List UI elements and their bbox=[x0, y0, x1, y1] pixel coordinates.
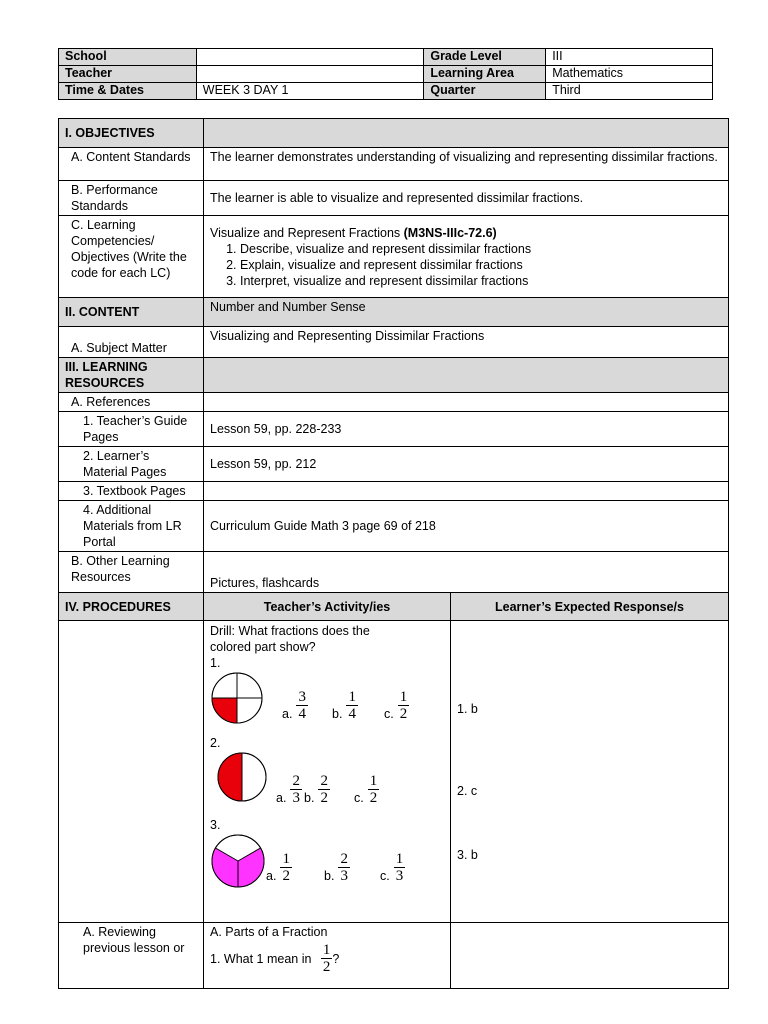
denominator: 3 bbox=[395, 868, 404, 884]
competencies-intro-text: Visualize and Represent Fractions bbox=[210, 225, 404, 240]
content-heading-text: Number and Number Sense bbox=[204, 298, 729, 327]
option-letter: c. bbox=[354, 791, 364, 805]
denominator: 2 bbox=[320, 790, 328, 806]
drill-answer-3: 3. b bbox=[457, 848, 478, 862]
drill-item-number: 1. bbox=[210, 656, 221, 670]
value-school bbox=[196, 49, 424, 66]
review-response-blank bbox=[451, 923, 729, 989]
textbook-blank bbox=[204, 482, 729, 501]
option-letter: b. bbox=[304, 791, 315, 805]
option-letter: a. bbox=[266, 869, 277, 883]
learners-material-row bbox=[59, 447, 729, 482]
label-quarter: Quarter bbox=[424, 83, 546, 100]
drill-item-1 bbox=[210, 671, 444, 735]
other-resources-row bbox=[59, 552, 729, 593]
procedures-heading: IV. PROCEDURES bbox=[59, 593, 204, 621]
option-letter: b. bbox=[324, 869, 335, 883]
option-2c bbox=[354, 773, 379, 806]
option-letter: a. bbox=[282, 707, 293, 721]
review-question-mark: ? bbox=[332, 951, 340, 966]
content-standards-label: A. Content Standards bbox=[59, 148, 204, 181]
performance-standards-label: B. Performance Standards bbox=[59, 181, 204, 216]
fraction bbox=[338, 851, 350, 884]
fraction bbox=[368, 773, 380, 806]
performance-standards-row bbox=[59, 181, 729, 216]
label-learning-area: Learning Area bbox=[424, 66, 546, 83]
textbook-row bbox=[59, 482, 729, 501]
drill-cell bbox=[204, 621, 451, 923]
resources-heading-blank bbox=[204, 358, 729, 393]
references-label: A. References bbox=[59, 393, 204, 412]
content-standards-row bbox=[59, 148, 729, 181]
drill-item-3 bbox=[210, 833, 444, 891]
option-letter: b. bbox=[332, 707, 343, 721]
option-2a bbox=[276, 773, 302, 806]
other-resources-label: B. Other Learning Resources bbox=[59, 552, 204, 593]
numerator: 1 bbox=[322, 942, 331, 958]
drill-answer-1: 1. b bbox=[457, 702, 478, 716]
competencies-label: C. Learning Competencies/ Objectives (Write the code for each LC) bbox=[59, 216, 204, 298]
drill-answers-cell bbox=[451, 621, 729, 923]
label-time-dates: Time & Dates bbox=[59, 83, 197, 100]
denominator: 4 bbox=[348, 706, 356, 722]
content-standards-text: The learner demonstrates understanding of visualizing and representing dissimilar fractions. bbox=[204, 148, 729, 181]
circle-thirds-shaded-icon bbox=[210, 833, 266, 889]
learner-response-heading: Learner’s Expected Response/s bbox=[451, 593, 729, 621]
drill-item-2 bbox=[210, 751, 444, 817]
numerator: 1 bbox=[282, 851, 290, 867]
numerator: 2 bbox=[320, 773, 328, 789]
fraction bbox=[318, 773, 330, 806]
learners-material-text: Lesson 59, pp. 212 bbox=[204, 447, 729, 482]
numerator: 1 bbox=[399, 689, 408, 705]
value-time-dates: WEEK 3 DAY 1 bbox=[196, 83, 424, 100]
numerator: 2 bbox=[340, 851, 348, 867]
label-school: School bbox=[59, 49, 197, 66]
references-row bbox=[59, 393, 729, 412]
additional-materials-label: 4. Additional Materials from LR Portal bbox=[59, 501, 204, 552]
header-row-teacher bbox=[59, 66, 713, 83]
procedures-heading-row bbox=[59, 593, 729, 621]
option-3c bbox=[380, 851, 405, 884]
denominator: 2 bbox=[399, 706, 408, 722]
fraction bbox=[290, 773, 302, 806]
circle-quarter-shaded-icon bbox=[210, 671, 264, 725]
numerator: 3 bbox=[298, 689, 306, 705]
fraction bbox=[321, 942, 333, 975]
competency-code: (M3NS-IIIc-72.6) bbox=[403, 225, 497, 240]
numerator: 1 bbox=[369, 773, 378, 789]
option-2b bbox=[304, 773, 330, 806]
option-3b bbox=[324, 851, 350, 884]
subject-matter-row bbox=[59, 327, 729, 358]
denominator: 3 bbox=[292, 790, 300, 806]
drill-item-number: 3. bbox=[210, 818, 221, 832]
review-cell bbox=[204, 923, 451, 989]
numerator: 1 bbox=[348, 689, 356, 705]
value-learning-area: Mathematics bbox=[546, 66, 713, 83]
numerator: 1 bbox=[395, 851, 404, 867]
other-resources-text: Pictures, flashcards bbox=[204, 552, 729, 593]
denominator: 4 bbox=[298, 706, 306, 722]
numerator: 2 bbox=[292, 773, 300, 789]
review-question bbox=[210, 942, 444, 975]
teachers-guide-label: 1. Teacher’s Guide Pages bbox=[59, 412, 204, 447]
option-1a bbox=[282, 689, 308, 722]
label-teacher: Teacher bbox=[59, 66, 197, 83]
denominator: 3 bbox=[340, 868, 348, 884]
fraction bbox=[346, 689, 358, 722]
label-grade-level: Grade Level bbox=[424, 49, 546, 66]
option-letter: c. bbox=[384, 707, 394, 721]
review-row bbox=[59, 923, 729, 989]
competency-item-2: 2. Explain, visualize and represent dissimilar fractions bbox=[240, 257, 722, 273]
drill-answer-2: 2. c bbox=[457, 784, 478, 798]
content-heading: II. CONTENT bbox=[59, 298, 204, 327]
drill-item-number: 2. bbox=[210, 736, 221, 750]
textbook-label: 3. Textbook Pages bbox=[59, 482, 204, 501]
review-question-text: 1. What 1 mean in bbox=[210, 951, 315, 966]
content-heading-row bbox=[59, 298, 729, 327]
circle-half-shaded-icon bbox=[216, 751, 268, 803]
option-letter: c. bbox=[380, 869, 390, 883]
fraction bbox=[296, 689, 308, 722]
teachers-guide-text: Lesson 59, pp. 228-233 bbox=[204, 412, 729, 447]
competency-item-1: 1. Describe, visualize and represent dissimilar fractions bbox=[240, 241, 722, 257]
learners-material-label: 2. Learner’s Material Pages bbox=[59, 447, 204, 482]
competencies-row bbox=[59, 216, 729, 298]
review-label: A. Reviewing previous lesson or bbox=[59, 923, 204, 989]
drill-row bbox=[59, 621, 729, 923]
references-blank bbox=[204, 393, 729, 412]
performance-standards-text: The learner is able to visualize and represented dissimilar fractions. bbox=[204, 181, 729, 216]
option-letter: a. bbox=[276, 791, 287, 805]
option-3a bbox=[266, 851, 292, 884]
denominator: 2 bbox=[369, 790, 378, 806]
competencies-cell bbox=[204, 216, 729, 298]
value-quarter: Third bbox=[546, 83, 713, 100]
subject-matter-text: Visualizing and Representing Dissimilar Fractions bbox=[204, 327, 729, 358]
teachers-guide-row bbox=[59, 412, 729, 447]
drill-title: Drill: What fractions does the colored part show? bbox=[210, 624, 370, 654]
additional-materials-row bbox=[59, 501, 729, 552]
competencies-intro bbox=[210, 225, 722, 241]
denominator: 2 bbox=[322, 959, 331, 975]
competency-list bbox=[210, 241, 722, 289]
header-row-time bbox=[59, 83, 713, 100]
resources-heading-row bbox=[59, 358, 729, 393]
fraction bbox=[394, 851, 406, 884]
resources-heading: III. LEARNING RESOURCES bbox=[59, 358, 204, 393]
competency-item-3: 3. Interpret, visualize and represent dissimilar fractions bbox=[240, 273, 722, 289]
lesson-plan-table bbox=[58, 118, 729, 989]
subject-matter-label: A. Subject Matter bbox=[59, 327, 204, 358]
header-row-school bbox=[59, 49, 713, 66]
fraction bbox=[398, 689, 410, 722]
drill-label-blank bbox=[59, 621, 204, 923]
objectives-heading-row bbox=[59, 119, 729, 148]
teacher-activity-heading: Teacher’s Activity/ies bbox=[204, 593, 451, 621]
fraction bbox=[280, 851, 292, 884]
value-grade-level: III bbox=[546, 49, 713, 66]
review-title: A. Parts of a Fraction bbox=[210, 925, 328, 939]
objectives-heading: I. OBJECTIVES bbox=[59, 119, 204, 148]
additional-materials-text: Curriculum Guide Math 3 page 69 of 218 bbox=[204, 501, 729, 552]
objectives-heading-blank bbox=[204, 119, 729, 148]
option-1c bbox=[384, 689, 409, 722]
option-1b bbox=[332, 689, 358, 722]
header-table bbox=[58, 48, 713, 100]
denominator: 2 bbox=[282, 868, 290, 884]
value-teacher bbox=[196, 66, 424, 83]
